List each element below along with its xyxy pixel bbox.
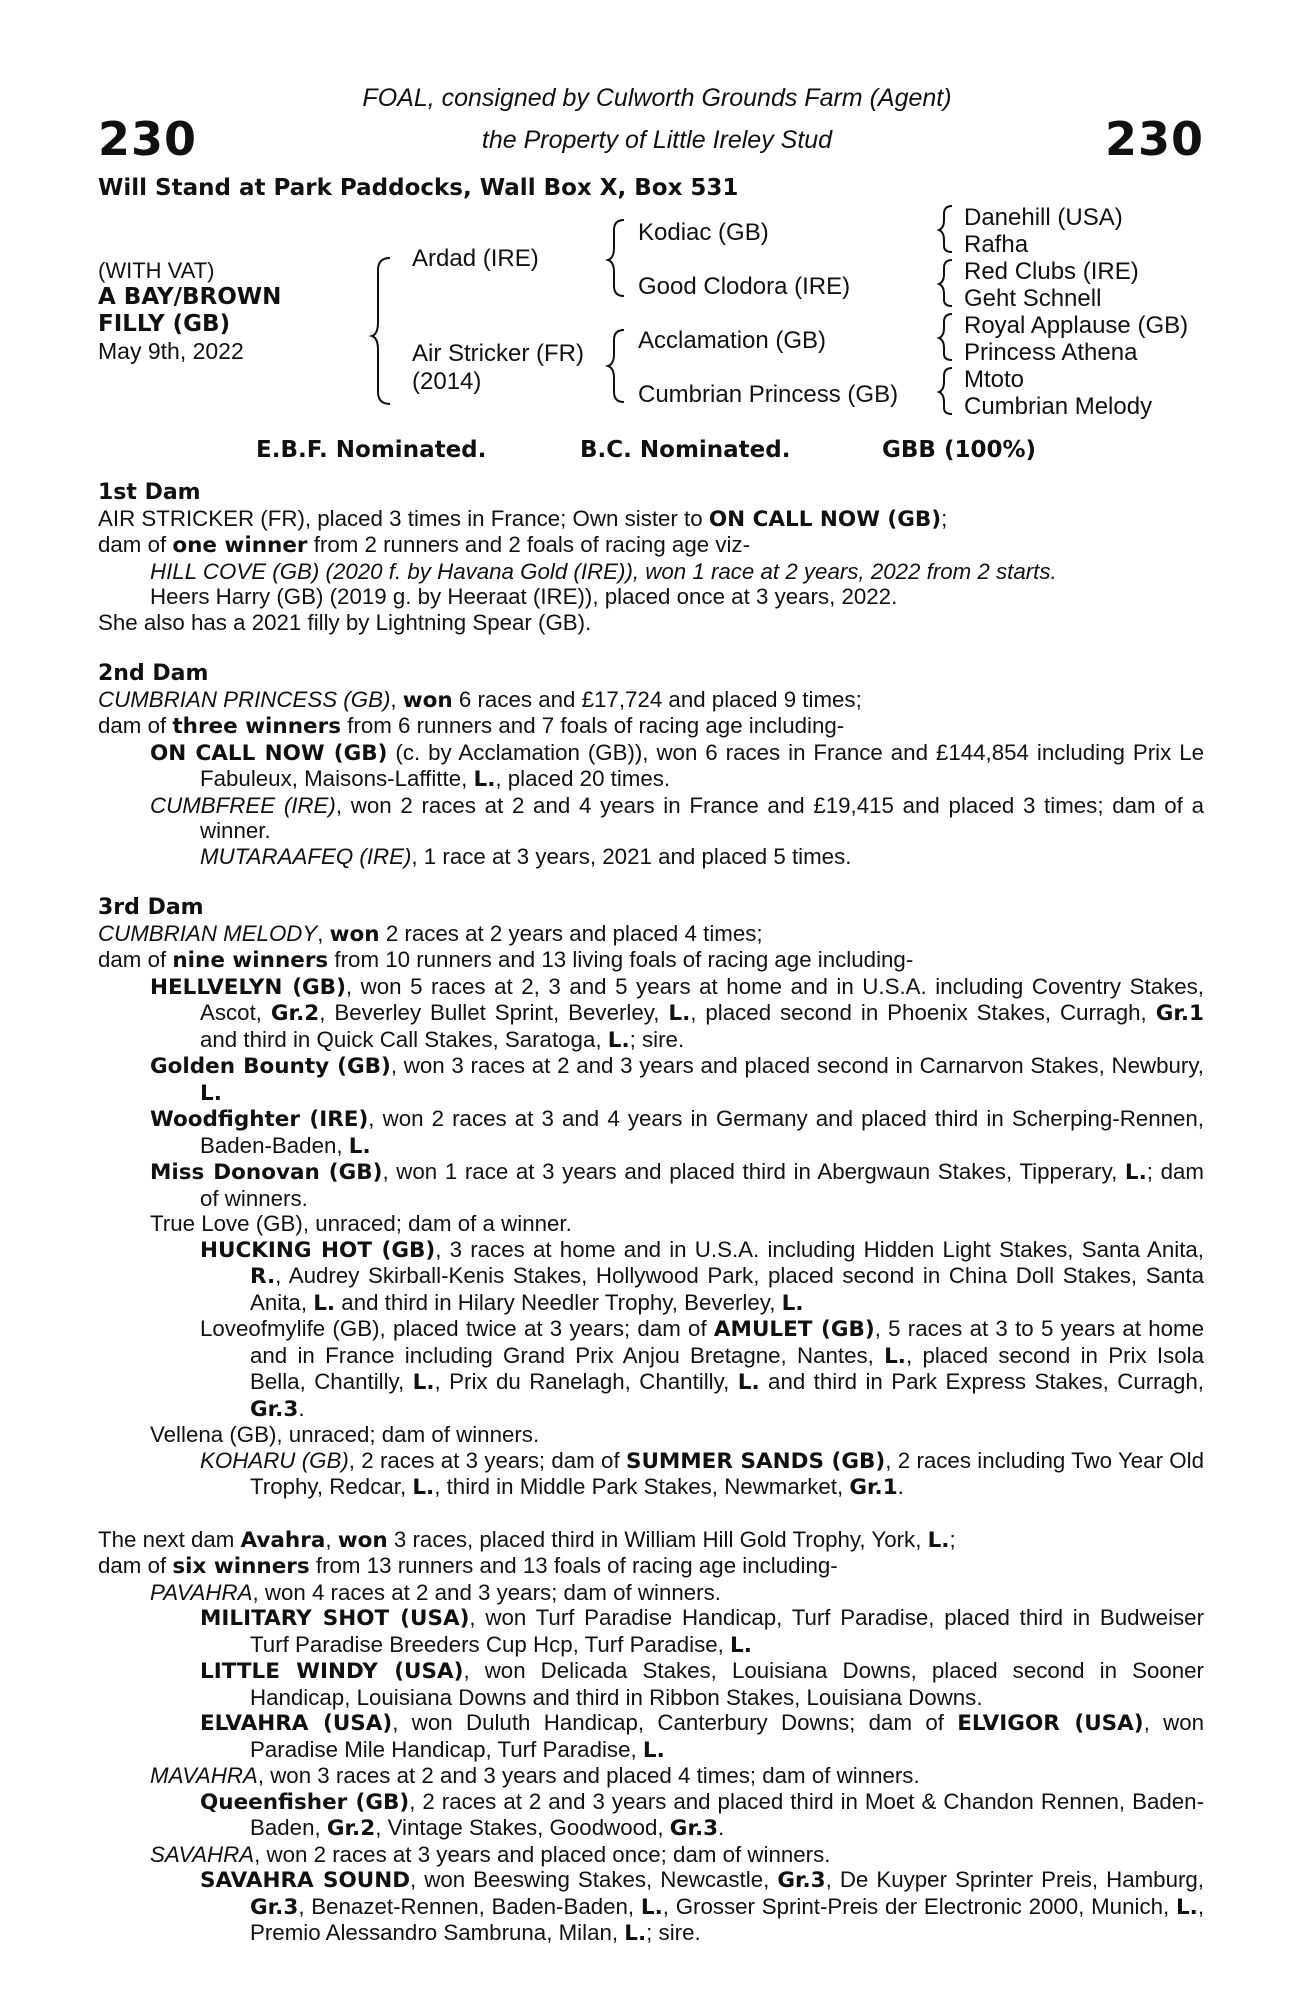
sire-sire-name: Kodiac (GB) [638, 219, 769, 246]
horse-description-line-1: A BAY/BROWN [98, 284, 282, 310]
first-dam-line-2: dam of one winner from 2 runners and 2 foals of racing age viz- [98, 532, 750, 558]
second-dam-progeny-3: MUTARAAFEQ (IRE), 1 race at 3 years, 2021 and placed 5 times. [200, 843, 852, 869]
second-dam-line-1: CUMBRIAN PRINCESS (GB), won 6 races and £17,724 and placed 9 times; [98, 686, 862, 713]
gen3-bracket-2 [939, 260, 952, 306]
horse-description-line-2: FILLY (GB) [98, 311, 231, 337]
next-dam-grandprogeny-savahra-sound: SAVAHRA SOUND, won Beeswing Stakes, Newcastle, Gr.3, De Kuyper Sprinter Preis, Hamburg, Gr.3, Benazet-Rennen, Baden-Baden, L., Grosser Sprint-Preis der Electronic 2000, Munich, L., Premio Alessandro Sambruna, Milan, L.; sire. [200, 1867, 1205, 1946]
second-dam-line-2: dam of three winners from 6 runners and 7 foals of racing age including- [98, 713, 845, 739]
g3-ancestor-2: Rafha [964, 231, 1029, 258]
next-dam-grandprogeny-elvahra: ELVAHRA (USA), won Duluth Handicap, Canterbury Downs; dam of ELVIGOR (USA), won Paradise Mile Handicap, Turf Paradise, L. [200, 1710, 1205, 1763]
first-dam-progeny-2: Heers Harry (GB) (2019 g. by Heeraat (IRE)), placed once at 3 years, 2022. [150, 584, 898, 609]
consignor-line-2: the Property of Little Ireley Stud [481, 126, 833, 154]
g3-ancestor-4: Geht Schnell [964, 285, 1102, 312]
gbb-status: GBB (100%) [882, 437, 1037, 463]
pedigree-notes [98, 480, 1204, 1947]
third-dam-progeny-vellena: Vellena (GB), unraced; dam of winners. [150, 1422, 540, 1447]
sire-bracket [608, 220, 624, 296]
second-dam-heading: 2nd Dam [98, 661, 209, 686]
dam-sire-name: Acclamation (GB) [638, 327, 827, 354]
dam-year: (2014) [412, 368, 482, 395]
gen3-bracket-1 [939, 206, 952, 252]
vat-note: (WITH VAT) [98, 258, 215, 283]
gen3-bracket-4 [939, 368, 952, 414]
g3-ancestor-5: Royal Applause (GB) [964, 312, 1189, 339]
g3-ancestor-3: Red Clubs (IRE) [964, 258, 1139, 285]
next-dam-progeny-mavahra: MAVAHRA, won 3 races at 2 and 3 years and placed 4 times; dam of winners. [150, 1763, 920, 1788]
first-dam-progeny-1: HILL COVE (GB) (2020 f. by Havana Gold (IRE)), won 1 race at 2 years, 2022 from 2 starts. [150, 558, 1057, 584]
ebf-nominated: E.B.F. Nominated. [256, 437, 487, 463]
second-dam-progeny-2: CUMBFREE (IRE), won 2 races at 2 and 4 years in France and £19,415 and placed 3 times; dam of a winner. [150, 792, 1204, 843]
first-dam-line-1: AIR STRICKER (FR), placed 3 times in France; Own sister to ON CALL NOW (GB); [98, 505, 948, 532]
first-dam-heading: 1st Dam [98, 480, 201, 505]
gen3-bracket-3 [939, 314, 952, 360]
third-dam-progeny-true-love: True Love (GB), unraced; dam of a winner. [150, 1211, 572, 1236]
bc-nominated: B.C. Nominated. [580, 437, 791, 463]
g3-ancestor-8: Cumbrian Melody [964, 393, 1153, 420]
next-dam-grandprogeny-queenfisher: Queenfisher (GB), 2 races at 2 and 3 years and placed third in Moet & Chandon Rennen, Baden-Baden, Gr.2, Vintage Stakes, Goodwood, Gr.3. [200, 1788, 1205, 1841]
third-dam-progeny-golden-bounty: Golden Bounty (GB), won 3 races at 2 and 3 years and placed second in Carnarvon Stakes, Newbury, L. [150, 1053, 1205, 1106]
g3-ancestor-1: Danehill (USA) [964, 204, 1123, 231]
third-dam-line-2: dam of nine winners from 10 runners and 13 living foals of racing age including- [98, 947, 914, 973]
dam-name: Air Stricker (FR) [412, 340, 584, 367]
third-dam-progeny-miss-donovan: Miss Donovan (GB), won 1 race at 3 years and placed third in Abergwaun Stakes, Tipperary, L.; dam of winners. [150, 1159, 1205, 1211]
dam-dam-name: Cumbrian Princess (GB) [638, 381, 899, 408]
generation-1-bracket [372, 258, 390, 404]
third-dam-line-1: CUMBRIAN MELODY, won 2 races at 2 years and placed 4 times; [98, 920, 763, 947]
foaling-date: May 9th, 2022 [98, 338, 244, 364]
first-dam-note: She also has a 2021 filly by Lightning Spear (GB). [98, 609, 592, 635]
consignor-line-1: FOAL, consigned by Culworth Grounds Farm (Agent) [362, 84, 952, 112]
third-dam-grandprogeny-hucking-hot: HUCKING HOT (GB), 3 races at home and in U.S.A. including Hidden Light Stakes, Santa Anita, R., Audrey Skirball-Kenis Stakes, Hollywood Park, placed second in China Doll Stakes, Santa Anita, L. and third in Hilary Needler Trophy, Beverley, L. [200, 1236, 1204, 1316]
third-dam-progeny-woodfighter: Woodfighter (IRE), won 2 races at 3 and 4 years in Germany and placed third in Scherping-Rennen, Baden-Baden, L. [150, 1106, 1204, 1159]
third-dam-grandprogeny-koharu: KOHARU (GB), 2 races at 3 years; dam of SUMMER SANDS (GB), 2 races including Two Year Old Trophy, Redcar, L., third in Middle Park Stakes, Newmarket, Gr.1. [200, 1447, 1204, 1500]
next-dam-progeny-pavahra: PAVAHRA, won 4 races at 2 and 3 years; dam of winners. [150, 1579, 721, 1605]
sire-dam-name: Good Clodora (IRE) [638, 273, 851, 300]
second-dam-progeny-1: ON CALL NOW (GB) (c. by Acclamation (GB)), won 6 races in France and £144,854 including Prix Le Fabuleux, Maisons-Laffitte, L., placed 20 times. [150, 739, 1204, 792]
g3-ancestor-7: Mtoto [964, 366, 1025, 393]
third-dam-progeny-hellvelyn: HELLVELYN (GB), won 5 races at 2, 3 and 5 years at home and in U.S.A. including Coventry Stakes, Ascot, Gr.2, Beverley Bullet Sprint, Beverley, L., placed second in Phoenix Stakes, Curragh, Gr.1 and third in Quick Call Stakes, Saratoga, L.; sire. [150, 973, 1204, 1053]
sire-name: Ardad (IRE) [412, 245, 539, 272]
next-dam-grandprogeny-military-shot: MILITARY SHOT (USA), won Turf Paradise Handicap, Turf Paradise, placed third in Budweiser Turf Paradise Breeders Cup Hcp, Turf Paradise, L. [200, 1605, 1204, 1658]
next-dam-line-2: dam of six winners from 13 runners and 13 foals of racing age including- [98, 1553, 838, 1579]
dam-bracket [608, 330, 624, 402]
lot-number-left: 230 [98, 112, 198, 166]
g3-ancestor-6: Princess Athena [964, 339, 1138, 366]
lot-number-right: 230 [1104, 112, 1204, 166]
next-dam-progeny-savahra: SAVAHRA, won 2 races at 3 years and placed once; dam of winners. [150, 1841, 831, 1867]
next-dam-grandprogeny-little-windy: LITTLE WINDY (USA), won Delicada Stakes, Louisiana Downs, placed second in Sooner Handicap, Louisiana Downs and third in Ribbon Stakes, Louisiana Downs. [200, 1658, 1204, 1710]
third-dam-grandprogeny-loveofmylife: Loveofmylife (GB), placed twice at 3 years; dam of AMULET (GB), 5 races at 3 to 5 years at home and in France including Grand Prix Anjou Bretagne, Nantes, L., placed second in Prix Isola Bella, Chantilly, L., Prix du Ranelagh, Chantilly, L. and third in Park Express Stakes, Curragh, Gr.3. [200, 1316, 1204, 1422]
stand-location: Will Stand at Park Paddocks, Wall Box X, Box 531 [98, 175, 739, 201]
next-dam-line-1: The next dam Avahra, won 3 races, placed third in William Hill Gold Trophy, York, L.; [98, 1526, 956, 1553]
third-dam-heading: 3rd Dam [98, 895, 204, 920]
